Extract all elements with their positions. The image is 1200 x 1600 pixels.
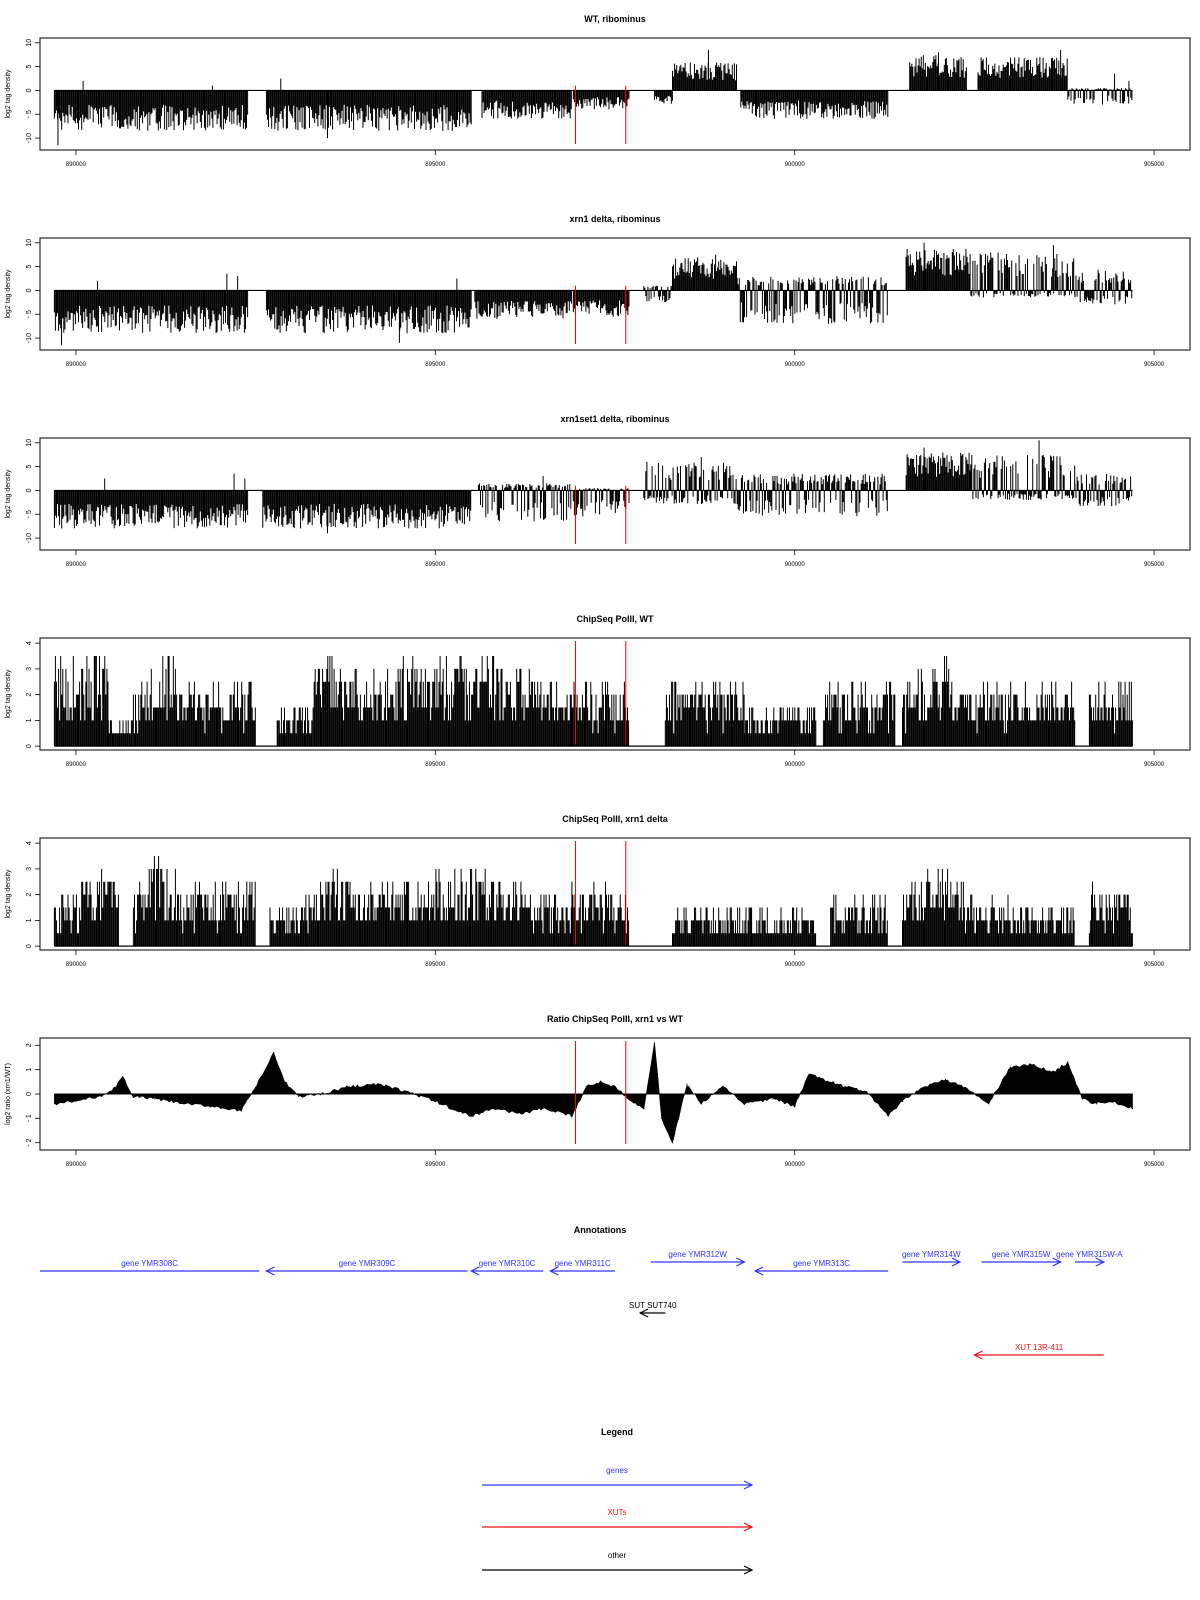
- ratio-point: [924, 1086, 925, 1087]
- y-axis-label: log2 tag density: [5, 69, 12, 119]
- annotation-label: gene YMR310C: [478, 1259, 536, 1268]
- ratio-point: [614, 1086, 615, 1087]
- y-tick-label: 0: [26, 744, 33, 749]
- y-tick-label: 5: [26, 64, 33, 69]
- x-tick-label: 905000: [1144, 1162, 1165, 1168]
- ratio-point: [456, 1110, 457, 1111]
- x-tick-label: 905000: [1144, 762, 1165, 768]
- ratio-point: [967, 1089, 968, 1090]
- ratio-point: [284, 1081, 285, 1082]
- chart-title: ChipSeq PolII, xrn1 delta: [562, 814, 668, 824]
- ratio-point: [629, 1098, 630, 1099]
- ratio-point: [794, 1106, 795, 1107]
- y-tick-label: - 1: [26, 1114, 33, 1123]
- y-tick-label: 0: [26, 944, 33, 949]
- y-axis-label: log2 tag density: [5, 869, 12, 919]
- y-tick-label: 2: [26, 1043, 33, 1048]
- y-tick-label: 5: [26, 464, 33, 469]
- ratio-point: [349, 1086, 350, 1087]
- ratio-point: [722, 1086, 723, 1087]
- x-tick-label: 900000: [784, 162, 805, 168]
- x-tick-label: 895000: [425, 162, 446, 168]
- ratio-point: [844, 1086, 845, 1087]
- x-tick-label: 905000: [1144, 162, 1165, 168]
- x-tick-label: 905000: [1144, 962, 1165, 968]
- ratio-point: [543, 1108, 544, 1109]
- annotation-label: gene YMR309C: [338, 1259, 396, 1268]
- y-tick-label: -10: [26, 133, 33, 144]
- ratio-point: [823, 1079, 824, 1080]
- ratio-point: [471, 1115, 472, 1116]
- ratio-point: [406, 1091, 407, 1092]
- annotation-label: XUT 13R-411: [1014, 1343, 1064, 1352]
- x-tick-label: 900000: [784, 962, 805, 968]
- y-tick-label: 1: [26, 918, 33, 923]
- x-tick-label: 890000: [65, 762, 86, 768]
- annotation-label: gene YMR314W: [901, 1250, 961, 1259]
- ratio-point: [111, 1091, 112, 1092]
- chart-title: Ratio ChipSeq PolII, xrn1 vs WT: [546, 1014, 684, 1024]
- ratio-point: [122, 1076, 123, 1077]
- annotation-label: gene YMR315W-A: [1056, 1250, 1123, 1259]
- x-tick-label: 905000: [1144, 562, 1165, 568]
- y-axis-label: log2 tag density: [5, 269, 12, 319]
- annotation-label: gene YMR315W: [991, 1250, 1051, 1259]
- y-tick-label: 0: [26, 1092, 33, 1096]
- x-tick-label: 895000: [425, 962, 446, 968]
- ratio-point: [435, 1101, 436, 1102]
- legend-label: XUTs: [607, 1508, 627, 1517]
- y-axis-label: log2 tag density: [5, 669, 12, 719]
- chart-title: xrn1set1 delta, ribominus: [560, 414, 670, 424]
- ratio-point: [521, 1113, 522, 1114]
- ratio-point: [571, 1115, 572, 1116]
- ratio-point: [154, 1098, 155, 1099]
- x-tick-label: 900000: [784, 362, 805, 368]
- x-tick-label: 895000: [425, 762, 446, 768]
- ratio-point: [661, 1118, 662, 1119]
- y-tick-label: 10: [26, 438, 33, 447]
- y-tick-label: 0: [26, 88, 33, 93]
- ratio-point: [1110, 1101, 1111, 1102]
- ratio-point: [866, 1091, 867, 1092]
- y-tick-label: 0: [26, 488, 33, 493]
- ratio-point: [273, 1052, 274, 1053]
- annotation-label: gene YMR311C: [554, 1259, 611, 1268]
- x-tick-label: 900000: [784, 562, 805, 568]
- ratio-point: [298, 1096, 299, 1097]
- ratio-point: [809, 1074, 810, 1075]
- y-axis-label: log2 tag density: [5, 469, 12, 519]
- legend-title: Legend: [600, 1427, 634, 1437]
- annotation-label: gene YMR308C: [121, 1259, 178, 1268]
- ratio-point: [654, 1042, 655, 1043]
- y-tick-label: 0: [26, 288, 33, 293]
- ratio-point: [643, 1108, 644, 1109]
- x-tick-label: 905000: [1144, 362, 1165, 368]
- ratio-point: [183, 1103, 184, 1104]
- ratio-point: [701, 1103, 702, 1104]
- ratio-point: [1010, 1067, 1011, 1068]
- ratio-point: [54, 1103, 55, 1104]
- y-tick-label: 10: [26, 238, 33, 247]
- y-tick-label: - 5: [26, 510, 33, 519]
- y-tick-label: 10: [26, 38, 33, 47]
- ratio-point: [262, 1074, 263, 1075]
- ratio-point: [902, 1101, 903, 1102]
- y-tick-label: - 5: [26, 110, 33, 119]
- ratio-point: [212, 1106, 213, 1107]
- annotation-label: gene YMR313C: [793, 1259, 851, 1268]
- y-tick-label: 3: [26, 866, 33, 871]
- ratio-point: [97, 1096, 98, 1097]
- ratio-point: [1132, 1108, 1133, 1109]
- y-axis-label: log2 ratio (xrn1/WT): [5, 1063, 12, 1125]
- ratio-point: [1082, 1098, 1083, 1099]
- ratio-point: [241, 1110, 242, 1111]
- x-tick-label: 890000: [65, 562, 86, 568]
- y-tick-label: - 2: [26, 1138, 33, 1147]
- ratio-point: [1053, 1072, 1054, 1073]
- ratio-point: [586, 1086, 587, 1087]
- x-tick-label: 895000: [425, 1162, 446, 1168]
- chart-title: WT, ribominus: [584, 14, 646, 24]
- y-tick-label: 1: [26, 718, 33, 723]
- legend-label: other: [607, 1551, 627, 1560]
- annotations-title: Annotations: [573, 1225, 627, 1235]
- y-tick-label: - 5: [26, 310, 33, 319]
- annotation-label: SUT SUT740: [629, 1301, 677, 1310]
- x-tick-label: 895000: [425, 562, 446, 568]
- chart-title: ChipSeq PolII, WT: [576, 614, 654, 624]
- x-tick-label: 900000: [784, 1162, 805, 1168]
- ratio-point: [377, 1084, 378, 1085]
- legend-label: genes: [606, 1466, 628, 1475]
- chart-title: xrn1 delta, ribominus: [569, 214, 661, 224]
- ratio-point: [888, 1115, 889, 1116]
- x-tick-label: 895000: [425, 362, 446, 368]
- ratio-point: [492, 1108, 493, 1109]
- ratio-point: [773, 1098, 774, 1099]
- ratio-point: [1096, 1103, 1097, 1104]
- annotation-label: gene YMR312W: [668, 1250, 727, 1259]
- y-tick-label: 3: [26, 666, 33, 671]
- y-tick-label: 5: [26, 264, 33, 269]
- y-tick-label: -10: [26, 333, 33, 344]
- ratio-point: [672, 1142, 673, 1143]
- ratio-point: [1067, 1062, 1068, 1063]
- y-tick-label: 2: [26, 892, 33, 897]
- ratio-point: [744, 1103, 745, 1104]
- ratio-point: [75, 1101, 76, 1102]
- y-tick-label: 2: [26, 692, 33, 697]
- ratio-point: [945, 1079, 946, 1080]
- x-tick-label: 900000: [784, 762, 805, 768]
- y-tick-label: 1: [26, 1067, 33, 1072]
- ratio-point: [686, 1084, 687, 1085]
- x-tick-label: 890000: [65, 162, 86, 168]
- x-tick-label: 890000: [65, 362, 86, 368]
- x-tick-label: 890000: [65, 962, 86, 968]
- ratio-point: [600, 1081, 601, 1082]
- y-tick-label: 4: [26, 641, 33, 646]
- x-tick-label: 890000: [65, 1162, 86, 1168]
- y-tick-label: 4: [26, 841, 33, 846]
- ratio-point: [988, 1103, 989, 1104]
- y-tick-label: -10: [26, 533, 33, 544]
- ratio-point: [133, 1096, 134, 1097]
- ratio-point: [1031, 1064, 1032, 1065]
